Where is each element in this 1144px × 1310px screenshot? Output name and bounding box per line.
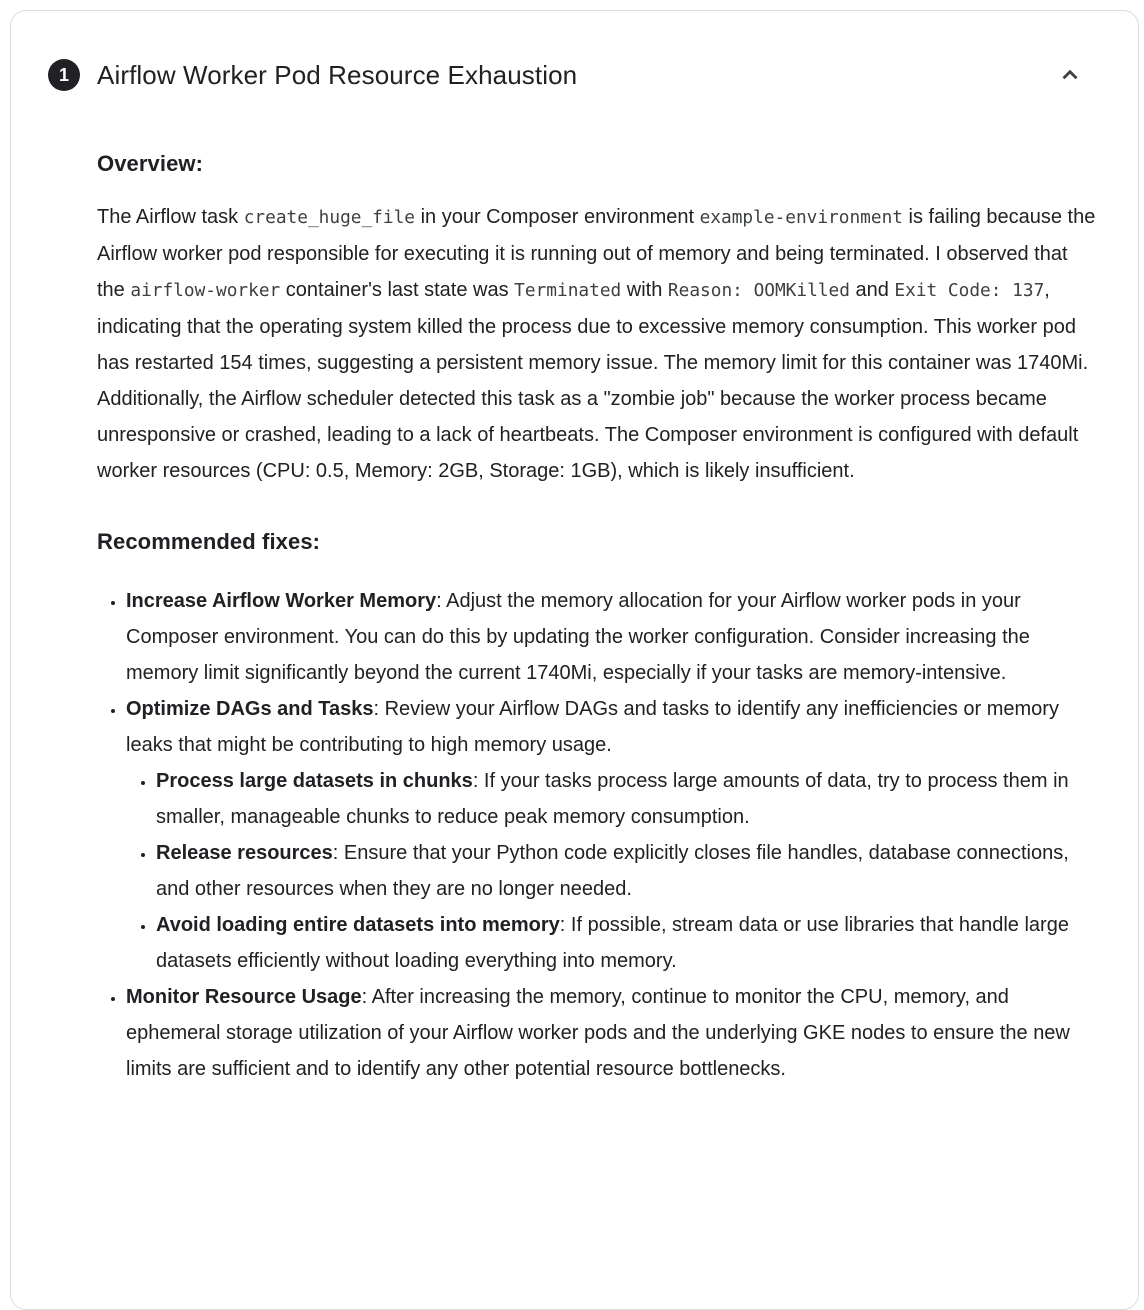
paragraph-text: , indicating that the operating system killed the process due to excessive memory consumption. This worker pod has restarted 154 times, suggesting a persistent memory issue. The memory limit for this container was 1740Mi. Additionally, the Airflow scheduler detected this task as a "zombie job" because the worker process became unresponsive or crashed, leading to a lack of heartbeats. The Composer environment is configured with default worker resources (CPU: 0.5, Memory: 2GB, Storage: 1GB), which is likely insufficient. [97, 279, 1089, 482]
issue-card-body [11, 149, 1138, 1147]
fixes-list [97, 583, 1096, 1087]
inline-code: create_huge_file [243, 207, 416, 228]
paragraph-text: and [849, 279, 895, 301]
inline-code: example-environment [699, 207, 903, 228]
paragraph-text: The Airflow task [97, 206, 244, 228]
paragraph-text: is failing because the Airflow worker pod responsible for executing it is running out of memory and being terminated. I observed that the [97, 206, 1096, 301]
paragraph-text: with [621, 279, 668, 301]
fix-item: • Monitor Resource Usage: After increasing the memory, continue to monitor the CPU, memory, and ephemeral storage utilization of your Airflow worker pods and the underlying GKE nodes to ensure the new limits are sufficient and to identify any other potential resource bottlenecks. [126, 979, 1096, 1087]
fix-item-lead: Monitor Resource Usage [126, 986, 362, 1008]
fixes-heading: Recommended fixes: [97, 529, 321, 554]
paragraph-text: in your Composer environment [415, 206, 700, 228]
overview-paragraph [97, 199, 1096, 489]
issue-card [10, 10, 1139, 1310]
inline-code: Terminated [514, 280, 622, 301]
inline-code: Reason: OOMKilled [667, 280, 850, 301]
fix-sublist [126, 763, 1096, 979]
fix-item: • Release resources: Ensure that your Python code explicitly closes file handles, database connections, and other resources when they are no longer needed. [156, 835, 1096, 907]
fix-item: • Avoid loading entire datasets into memory: If possible, stream data or use libraries that handle large datasets efficiently without loading everything into memory. [156, 907, 1096, 979]
issue-title: Airflow Worker Pod Resource Exhaustion [97, 60, 578, 90]
fix-item-lead: Avoid loading entire datasets into memory [156, 914, 560, 936]
inline-code: Exit Code: 137 [894, 280, 1045, 301]
chevron-up-icon [1057, 62, 1083, 88]
fix-item-lead: Release resources [156, 842, 333, 864]
fix-item: • Increase Airflow Worker Memory: Adjust the memory allocation for your Airflow worker pods in your Composer environment. You can do this by updating the worker configuration. Consider increasing the memory limit significantly beyond the current 1740Mi, especially if your tasks are memory-intensive. [126, 583, 1096, 691]
fix-item-lead: Process large datasets in chunks [156, 770, 473, 792]
fix-item-lead: Optimize DAGs and Tasks [126, 698, 374, 720]
fix-item: • Process large datasets in chunks: If your tasks process large amounts of data, try to process them in smaller, manageable chunks to reduce peak memory consumption. [156, 763, 1096, 835]
fix-item: • Optimize DAGs and Tasks: Review your Airflow DAGs and tasks to identify any inefficiencies or memory leaks that might be contributing to high memory usage. • Process large datasets in chunks: If your tasks process large amounts of data, try to process them in smaller, manageable chunks to reduce peak memory consumption. • Release resources: Ensure that your Python code explicitly closes file handles, database connections, and other resources when they are no longer needed. • Avoid loading entire datasets into memory: If possible, stream data or use libraries that handle large datasets efficiently without loading everything into memory. [126, 691, 1096, 979]
inline-code: airflow-worker [130, 280, 281, 301]
paragraph-text: container's last state was [280, 279, 515, 301]
issue-card-header [11, 11, 1138, 93]
collapse-button[interactable] [1052, 57, 1088, 93]
overview-heading: Overview: [97, 151, 204, 176]
issue-number-badge: 1 [48, 59, 80, 91]
fix-item-lead: Increase Airflow Worker Memory [126, 590, 437, 612]
